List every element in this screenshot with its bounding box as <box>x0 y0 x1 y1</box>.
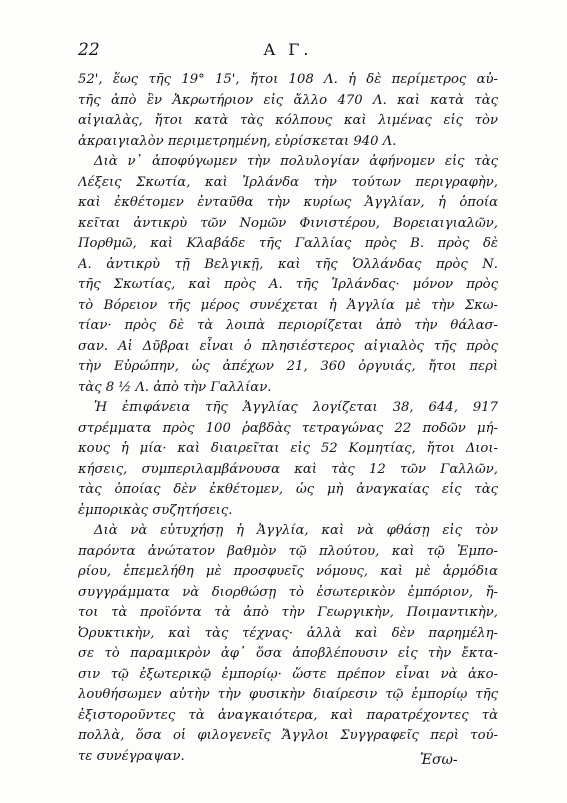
text-line: τίαν· πρὸς δὲ τὰ λοιπὰ περιορίζεται ἀπὸ τὴν θάλασ- <box>78 318 498 333</box>
text-line: στρέμματα πρὸς 100 ῥαβδὰς τετραγώνας 22 ποδῶν μή- <box>78 420 498 436</box>
text-line: παρόντα ἀνώτατον βαθμὸν τῷ πλούτου, καὶ τῷ Ἐμπο- <box>78 543 498 559</box>
text-line: ἀκραιγιαλὸν περιμετρημένη, εὑρίσκεται 940 Λ. <box>78 133 397 149</box>
paragraph <box>78 70 498 152</box>
text-line: ἐμπορικὰς συζητήσεις. <box>78 502 233 518</box>
text-line: καὶ ἐκθέτομεν ἐνταῦθα τὴν κυρίως Ἀγγλίαν, ἡ ὁποία <box>78 195 498 210</box>
text-line: λουθήσωμεν αὐτὴν τὴν φυσικὴν διαίρεσιν τῷ ἐμπορίῳ τῆς <box>78 687 498 702</box>
text-line: Ἡ ἐπιφάνεια τῆς Ἀγγλίας λογίζεται 38, 644, 917 <box>94 400 498 415</box>
text-line: κεῖται ἀντικρὺ τῶν Νομῶν Φινιστέρου, Βορειαιγιαλῶν, <box>78 215 498 231</box>
text-line: Λέξεις Σκωτία, καὶ Ἰρλάνδα τὴν τούτων περιγραφὴν, <box>78 174 498 190</box>
running-head: Α Γ. <box>263 40 313 59</box>
text-line: τῆς ἀπὸ ἓν Ἀκρωτήριον εἰς ἄλλο 470 Λ. καὶ κατὰ τὰς <box>78 92 498 108</box>
text-line: σε τὸ παραμικρὸν ἀφ᾽ ὅσα ἀποβλέπουσιν εἰς τὴν ἔκτα- <box>78 646 498 661</box>
text-line: Α. ἀντικρὺ τῇ Βελγικῇ, καὶ τῆς Ὁλλάνδας πρὸς Ν. <box>78 256 498 272</box>
catchword: Ἐσω- <box>420 752 458 768</box>
text-line: κήσεις, συμπεριλαμβάνουσα καὶ τὰς 12 τῶν Γαλλῶν, <box>78 461 498 477</box>
text-line: ἐξιστοροῦντες τὰ ἀναγκαιότερα, καὶ παρατρέχοντες τὰ <box>78 707 498 723</box>
text-line: τοι τὰ προϊόντα τὰ ἀπὸ τὴν Γεωργικὴν, Ποιμαντικὴν, <box>78 605 498 620</box>
text-line: ρίου, ἐπεμελήθη μὲ προσφυεῖς νόμους, καὶ μὲ ἁρμόδια <box>78 564 498 579</box>
text-line: αἰγιαλὰς, ἤτοι κατὰ τὰς κόλπους καὶ λιμένας εἰς τὸν <box>78 113 498 128</box>
text-line: τὸ Βόρειον τῆς μέρος συνέχεται ἡ Ἀγγλία μὲ τὴν Σκω- <box>78 297 498 313</box>
text-line: τὰς 8 ½ Λ. ἀπὸ τὴν Γαλλίαν. <box>78 379 272 395</box>
text-line: τε συνέγραψαν. <box>78 748 185 764</box>
text-line: 52', ἕως τῆς 19° 15', ἤτοι 108 Λ. ἡ δὲ περίμετρος αὐ- <box>78 72 498 87</box>
paragraph <box>78 398 498 521</box>
body-text <box>78 70 498 767</box>
page-number: 22 <box>78 40 100 60</box>
text-line: σαν. Αἱ Δῦβραι εἶναι ὁ πλησιέστερος αἰγιαλὸς τῆς πρὸς <box>78 338 498 354</box>
text-line: Διὰ ν᾽ ἀποφύγωμεν τὴν πολυλογίαν ἀφήνομεν εἰς τὰς <box>94 154 498 169</box>
text-line: πολλὰ, ὅσα οἱ φιλογενεῖς Ἄγγλοι Συγγραφεῖς περὶ τού- <box>78 728 498 743</box>
text-line: Πορθμῶ, καὶ Κλαβάδε τῆς Γαλλίας πρὸς Β. πρὸς δὲ <box>78 236 498 251</box>
text-line: τὴν Εὐρώπην, ὡς ἀπέχων 21, 360 ὀργυιάς, ἤτοι περὶ <box>78 359 498 374</box>
page-header <box>78 40 498 60</box>
paragraph <box>78 152 498 398</box>
text-line: τὰς ὁποίας δὲν ἐκθέτομεν, ὡς μὴ ἀναγκαίας εἰς τὰς <box>78 482 498 497</box>
text-line: Διὰ νὰ εὐτυχήσῃ ἡ Ἀγγλία, καὶ νὰ φθάσῃ εἰς τὸν <box>94 523 498 538</box>
text-line: σιν τῷ ἐξωτερικῷ ἐμπορίῳ· ὥστε πρέπον εἶναι νὰ ἀκο- <box>78 666 498 682</box>
text-line: συγγράμματα νὰ διορθώσῃ τὸ ἐσωτερικὸν ἐμπόριον, ἤ- <box>78 584 498 600</box>
text-line: Ὀρυκτικὴν, καὶ τὰς τέχνας· ἀλλὰ καὶ δὲν παρημέλη- <box>78 625 498 641</box>
paragraph <box>78 521 498 767</box>
text-line: κους ἡ μία· καὶ διαιρεῖται εἰς 52 Κομητίας, ἤτοι Διοι- <box>78 441 498 456</box>
text-line: τῆς Σκωτίας, καὶ πρὸς Α. τῆς Ἰρλάνδας· μόνον πρὸς <box>78 277 498 292</box>
